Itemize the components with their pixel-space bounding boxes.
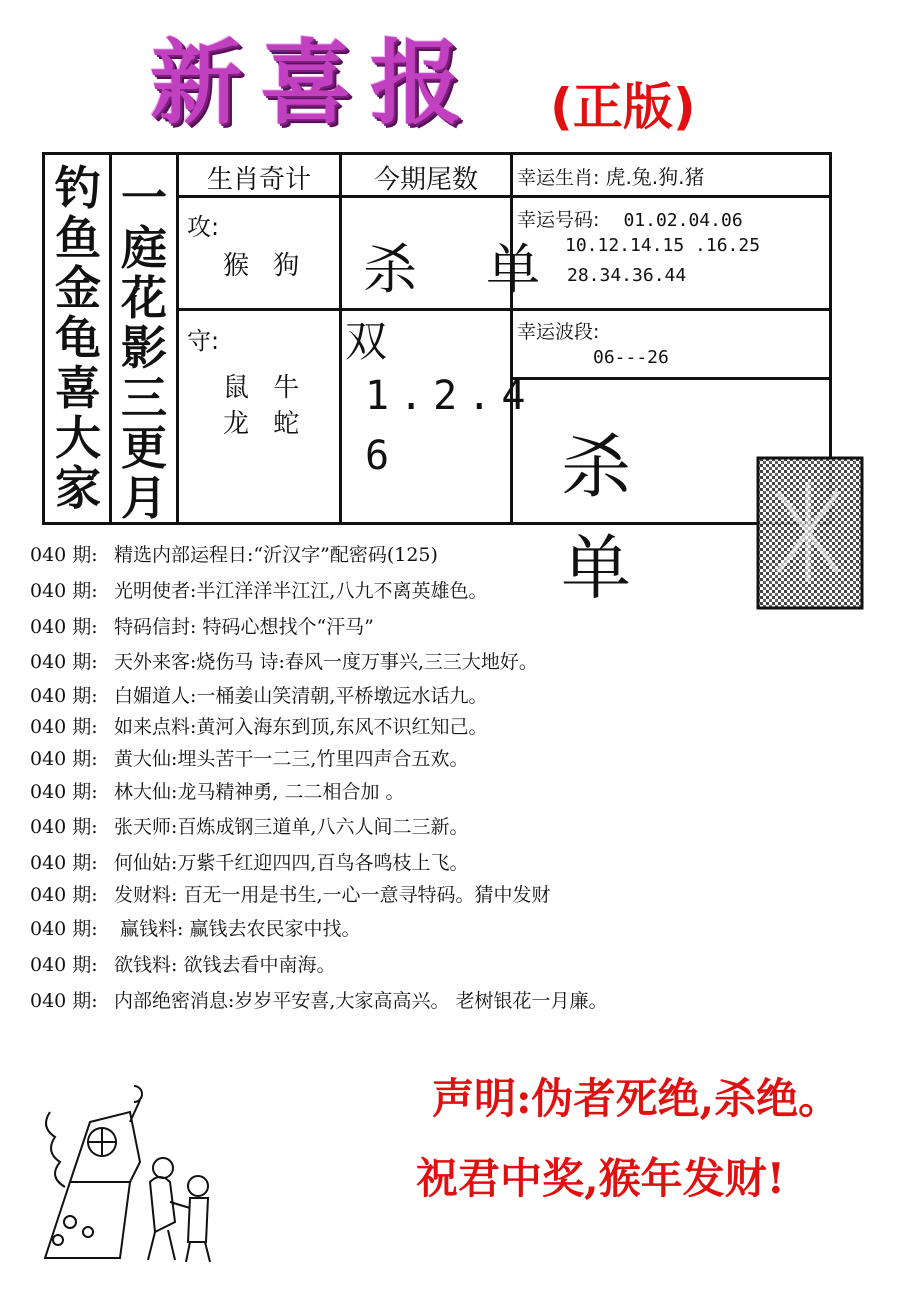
- vertical-column-1: [45, 155, 112, 522]
- defend-zodiac-1: 鼠 牛: [223, 373, 308, 403]
- list-item: 040 期: 欲钱料: 欲钱去看中南海。: [30, 954, 336, 976]
- attack-zodiac: 猴 狗: [223, 251, 308, 281]
- lucky-zodiac-row: [517, 161, 705, 190]
- tail-header: 今期尾数: [373, 165, 478, 195]
- double-label: 双: [345, 317, 388, 366]
- lucky-wave-value: 06---26: [593, 347, 669, 368]
- lucky-wave-label: 幸运波段:: [517, 321, 600, 343]
- vertical-phrase-1: 钓鱼金龟喜大家: [55, 161, 101, 515]
- kill-single-small: 杀 单: [363, 238, 567, 301]
- declaration-line-1: 声明:伪者死绝,杀绝。: [432, 1074, 841, 1123]
- lucky-numbers-2: 10.12.14.15 .16.25: [565, 235, 761, 256]
- list-item: 040 期: 内部绝密消息:岁岁平安喜,大家高高兴。 老树银花一月廉。: [30, 990, 608, 1012]
- lucky-numbers-row: [517, 205, 743, 232]
- lucky-numbers-3: 28.34.36.44: [567, 265, 687, 286]
- lucky-numbers-label: 幸运号码:: [517, 209, 600, 231]
- lucky-zodiac-value: 虎.兔.狗.猪: [605, 165, 705, 189]
- seal-stamp: [748, 452, 868, 612]
- list-item: 040 期: 林大仙:龙马精神勇, 二二相合加 。: [30, 781, 405, 803]
- list-item: 040 期: 精选内部运程日:“沂汉字”配密码(125): [30, 544, 438, 566]
- double-numbers-2: 6: [365, 433, 390, 479]
- list-item: 040 期: 赢钱料: 赢钱去农民家中找。: [30, 918, 361, 940]
- list-item: 040 期: 发财料: 百无一用是书生,一心一意寻特码。猜中发财: [30, 884, 551, 906]
- lucky-numbers-1: 01.02.04.06: [623, 210, 743, 231]
- edition-label: (正版): [550, 78, 696, 136]
- double-numbers-1: 1.2.4: [365, 373, 536, 419]
- declaration-line-2: 祝君中奖,猴年发财!: [416, 1154, 786, 1203]
- list-item: 040 期: 白媚道人:一桶姜山笑清朝,平桥墩远水话九。: [30, 685, 488, 707]
- list-item: 040 期: 如来点料:黄河入海东到顶,东风不识红知己。: [30, 716, 488, 738]
- lucky-zodiac-label: 幸运生肖:: [517, 167, 600, 189]
- list-item: 040 期: 天外来客:烧伤马 诗:春风一度万事兴,三三大地好。: [30, 651, 538, 673]
- list-item: 040 期: 何仙姑:万紫千红迎四四,百鸟各鸣枝上飞。: [30, 852, 469, 874]
- list-item: 040 期: 张天师:百炼成钢三道单,八六人间二三新。: [30, 816, 469, 838]
- page-title: 新喜报: [150, 30, 481, 137]
- attack-label: 攻:: [187, 213, 220, 241]
- list-item: 040 期: 黄大仙:埋头苦干一二三,竹里四声合五欢。: [30, 748, 469, 770]
- children-kite-illustration: [30, 1082, 220, 1264]
- vertical-phrase-2: 一庭花影三更月: [121, 171, 167, 525]
- list-item: 040 期: 光明使者:半江洋洋半江江,八九不离英雄色。: [30, 580, 488, 602]
- vertical-column-2: [112, 155, 179, 525]
- zodiac-header: 生肖奇计: [206, 165, 311, 195]
- kill-single-large: 杀 单: [561, 426, 667, 609]
- defend-zodiac-2: 龙 蛇: [223, 409, 308, 439]
- list-item: 040 期: 特码信封: 特码心想找个“汗马”: [30, 616, 374, 638]
- defend-label: 守:: [187, 327, 220, 355]
